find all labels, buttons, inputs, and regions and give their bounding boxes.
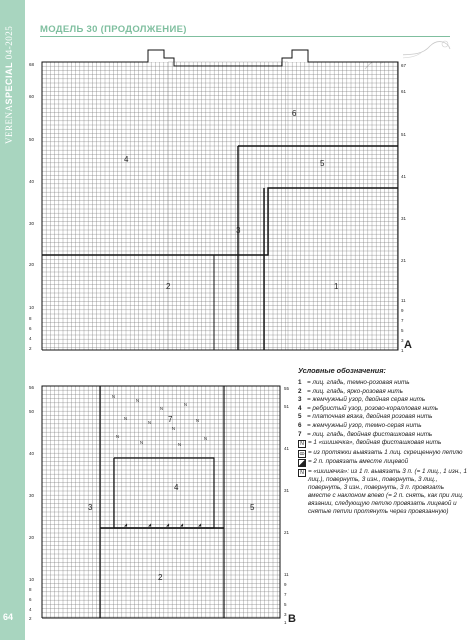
chart-b-row-left-8: 8 [29, 587, 32, 592]
chart-a-row-left-8: 8 [29, 316, 32, 321]
legend-item [298, 431, 468, 439]
chart-a-zone-2: 2 [166, 282, 171, 291]
chart-b-row-left-50: 50 [29, 409, 35, 414]
chart-a-row-right-1: 1 [401, 348, 404, 353]
chart-b-bobble-7: N [196, 418, 200, 423]
chart-a-top-right-space [288, 40, 403, 62]
legend-item [298, 388, 468, 396]
chart-b-row-left-10: 10 [29, 577, 35, 582]
legend-symbol-box-icon: ꝏ [299, 450, 305, 457]
chart-a-row-right-51: 51 [401, 132, 407, 137]
chart-b-zone-3: 3 [88, 503, 93, 512]
chart-b-label: B [288, 613, 296, 625]
chart-b-row-right-9: 9 [284, 582, 287, 587]
legend-text: = платочная вязка, двойная розовая нить [307, 413, 433, 421]
chart-b-bobble-9: N [140, 440, 144, 445]
chart-a-zone-3: 3 [236, 226, 241, 235]
chart-b-bobble-11: N [204, 436, 208, 441]
brand-verena: VERENA [4, 104, 14, 144]
chart-a-neck-cutout [168, 40, 288, 54]
chart-b-row-right-1: 1 [284, 620, 287, 625]
legend-symbol: 6 [298, 422, 302, 430]
chart-b-decrease-2: ◢ [166, 522, 170, 527]
legend-symbol: 4 [298, 404, 302, 412]
chart-b-row-left-4: 4 [29, 607, 32, 612]
legend-items [298, 379, 468, 516]
chart-a [28, 40, 413, 360]
chart-b-row-right-5: 5 [284, 602, 287, 607]
legend-symbol: 2 [298, 387, 302, 395]
chart-a-row-left-50: 50 [29, 137, 35, 142]
legend-item [298, 458, 468, 467]
chart-b-row-left-40: 40 [29, 451, 35, 456]
legend-item [298, 439, 468, 448]
chart-a-zone-6: 6 [292, 109, 297, 118]
chart-b-bobble-5: N [148, 420, 152, 425]
chart-b-row-left-2: 2 [29, 616, 32, 621]
chart-b-zone-5: 5 [250, 503, 255, 512]
chart-b-row-left-56: 56 [29, 385, 35, 390]
legend-item [298, 405, 468, 413]
chart-b-decrease-3: ◢ [180, 522, 184, 527]
chart-a-row-left-6: 6 [29, 326, 32, 331]
chart-b-row-left-20: 20 [29, 535, 35, 540]
magazine-brand [4, 24, 20, 144]
chart-a-row-right-67: 67 [401, 63, 407, 68]
chart-a-outline [42, 50, 398, 350]
chart-b-row-left-6: 6 [29, 597, 32, 602]
chart-a-row-left-40: 40 [29, 179, 35, 184]
legend-text: = 2 п. провязать вместе лицевой [308, 458, 409, 466]
legend-symbol: 7 [298, 430, 302, 438]
legend-text: = из протяжки вывязать 1 лиц. скрещенную петлю [308, 448, 463, 456]
legend-symbol: 3 [298, 396, 302, 404]
chart-a-zone-4: 4 [124, 155, 129, 164]
legend-symbol-box-icon: N [298, 469, 306, 477]
chart-b-outline [42, 386, 280, 618]
chart-b-panel-inner [114, 458, 214, 528]
chart-b-decrease-4: ◢ [198, 522, 202, 527]
legend-text: = лиц. гладь, ярко-розовая нить [307, 387, 403, 395]
legend-text: = жемчужный узор, двойная серая нить [307, 396, 426, 404]
chart-b-row-right-11: 11 [284, 572, 289, 577]
chart-a-row-right-5: 5 [401, 328, 404, 333]
legend-text: = лиц. гладь, темно-розовая нить [307, 379, 410, 387]
chart-b-row-right-7: 7 [284, 592, 287, 597]
chart-b-row-left-30: 30 [29, 493, 35, 498]
chart-a-row-left-20: 20 [29, 262, 35, 267]
chart-a-grid-left [42, 62, 168, 350]
chart-b-grid [42, 386, 280, 618]
legend-symbol: 5 [298, 413, 302, 421]
chart-b-bobble-1: N [136, 398, 140, 403]
chart-b-bobble-8: N [116, 434, 120, 439]
chart-b-decrease-0: ◢ [124, 522, 128, 527]
chart-a-row-right-21: 21 [401, 258, 407, 263]
brand-special: SPECIAL [4, 61, 14, 105]
page-number: 64 [3, 612, 14, 622]
chart-a-row-right-61: 61 [401, 89, 407, 94]
legend-item [298, 396, 468, 404]
chart-a-label: A [404, 339, 412, 351]
chart-a-row-left-10: 10 [29, 305, 35, 310]
chart-b-bobble-3: N [184, 402, 188, 407]
chart-b-bobble-10: N [178, 442, 182, 447]
legend-text: = 1 «шишечка», двойная фисташковая нить [308, 439, 442, 447]
chart-a-row-right-11: 11 [401, 298, 406, 303]
chart-a-row-left-68: 68 [29, 62, 35, 67]
chart-b-decrease-1: ◢ [148, 522, 152, 527]
chart-b-row-right-21: 21 [284, 530, 290, 535]
legend-title: Условные обозначения: [298, 366, 386, 375]
chart-a-row-right-9: 9 [401, 308, 404, 313]
chart-b-bobble-2: N [160, 406, 164, 411]
chart-b-row-right-55: 55 [284, 386, 290, 391]
chart-a-zone-1: 1 [334, 282, 339, 291]
chart-a-row-right-31: 31 [401, 216, 407, 221]
chart-a-row-left-2: 2 [29, 346, 32, 351]
page-title: МОДЕЛЬ 30 (ПРОДОЛЖЕНИЕ) [40, 24, 187, 35]
chart-b-row-right-41: 41 [284, 446, 290, 451]
chart-a-row-left-4: 4 [29, 336, 32, 341]
chart-b [28, 380, 300, 630]
legend-item [298, 468, 468, 517]
chart-a-zone-5: 5 [320, 159, 325, 168]
legend-symbol-box-icon: N [298, 440, 306, 448]
chart-b-zone-4: 4 [174, 483, 179, 492]
chart-a-row-right-3: 3 [401, 338, 404, 343]
chart-b-row-right-3: 3 [284, 612, 287, 617]
legend-symbol: 1 [298, 379, 302, 387]
legend-item [298, 379, 468, 387]
issue-number: 04-2025 [4, 25, 14, 60]
legend-item [298, 449, 468, 458]
legend-symbol-box-icon [298, 459, 306, 467]
chart-b-bobble-4: N [124, 416, 128, 421]
sidebar-strip [0, 0, 25, 640]
chart-b-bobble-0: N [112, 394, 116, 399]
chart-b-bobble-6: N [172, 426, 176, 431]
chart-a-grid-center [168, 62, 288, 350]
legend-item [298, 422, 468, 430]
chart-b-row-right-51: 51 [284, 404, 290, 409]
chart-a-row-right-7: 7 [401, 318, 404, 323]
legend-text: = жемчужный узор, темно-серая нить [307, 422, 422, 430]
chart-a-row-left-60: 60 [29, 94, 35, 99]
legend-item [298, 413, 468, 421]
chart-b-row-right-31: 31 [284, 488, 290, 493]
chart-b-zone-2: 2 [158, 573, 163, 582]
chart-b-zone-7: 7 [168, 415, 173, 424]
legend [298, 367, 468, 517]
chart-a-grid-right [288, 62, 398, 350]
legend-text: = лиц. гладь, двойная фисташковая нить [307, 430, 433, 438]
chart-a-row-left-30: 30 [29, 221, 35, 226]
legend-text: = ребристый узор, розово-коралловая нить [307, 404, 439, 412]
legend-text: = «шишечка»: из 1 п. вывязать 3 п. (= 1 лиц., 1 изн., 1 лиц.), повернуть, 3 изн., повернуть, 3 лиц., повернуть, 3 изн., повернуть, 3 п. провязать вместе с наклоном влево (= 2 п. снять, как при лиц. вязании, следующую петлю провязать лицевой и снятые петли протянуть через провязанную) [308, 467, 468, 516]
chart-a-row-right-41: 41 [401, 174, 407, 179]
